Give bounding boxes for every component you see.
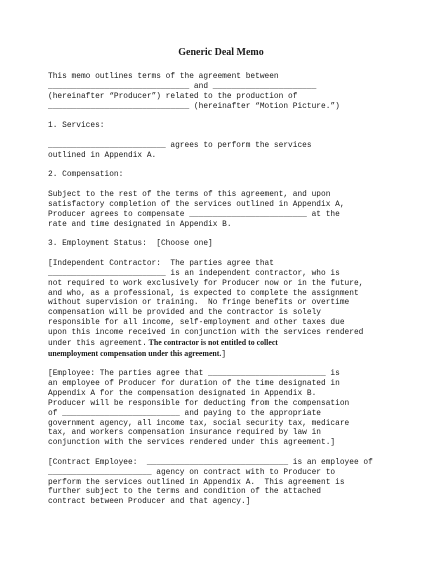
- body-line: and who, as a professional, is expected to complete the assignment: [48, 288, 359, 298]
- body-line: Producer agrees to compensate _________________________ at the: [48, 209, 340, 219]
- intro-line: ______________________________ and ______________________: [48, 81, 317, 91]
- body-line: of _________________________ and paying to the appropriate: [48, 408, 322, 418]
- body-line: perform the services outlined in Appendix A. This agreement is: [48, 477, 345, 487]
- body-line: compensation will be provided and the contractor is solely: [48, 308, 322, 318]
- body-line: further subject to the terms and condition of the attached: [48, 487, 322, 497]
- bold-notice: unemployment compensation under this agreement.: [48, 348, 222, 358]
- body-line: _________________________ is an independent contractor, who is: [48, 268, 340, 278]
- body-line: [48, 349, 420, 360]
- body-text: under this agreement.: [48, 338, 147, 348]
- body-line: government agency, all income tax, social security tax, medicare: [48, 418, 350, 428]
- body-line: tax, and workers compensation insurance required by law in: [48, 428, 322, 438]
- body-line: Subject to the rest of the terms of this agreement, and upon: [48, 190, 331, 200]
- intro-line: This memo outlines terms of the agreement between: [48, 72, 279, 81]
- body-line: _________________________ agrees to perform the services: [48, 140, 312, 150]
- section-heading: 1. Services:: [48, 121, 105, 131]
- independent-contractor-clause: [48, 259, 420, 359]
- body-line: satisfactory completion of the services outlined in Appendix A,: [48, 199, 345, 209]
- intro-line: ______________________________ (hereinafter “Motion Picture.”): [48, 101, 340, 111]
- body-line: [Employee: The parties agree that _________________________ is: [48, 369, 340, 379]
- body-line: conjunction with the services rendered under this agreement.]: [48, 438, 336, 448]
- bold-notice: The contractor is not entitled to collect: [146, 337, 278, 347]
- intro-line: (hereinafter “Producer”) related to the production of: [48, 91, 298, 101]
- bracket-close: ]: [221, 349, 227, 359]
- document-title: Generic Deal Memo: [178, 47, 264, 58]
- body-line: an employee of Producer for duration of the time designated in: [48, 379, 340, 389]
- section-heading: 2. Compensation:: [48, 170, 124, 180]
- body-line: not required to work exclusively for Producer now or in the future,: [48, 278, 364, 288]
- body-line: Producer will be responsible for deducting from the compensation: [48, 398, 350, 408]
- contract-employee-clause: [48, 458, 420, 507]
- body-line: upon this income received in conjunction with the services rendered: [48, 327, 364, 337]
- employee-clause: [48, 369, 420, 448]
- section-compensation: [48, 170, 420, 229]
- body-line: [48, 338, 420, 349]
- body-line: without supervision or training. No fringe benefits or overtime: [48, 298, 350, 308]
- body-line: [Contract Employee: ______________________________ is an employee of: [48, 457, 373, 467]
- body-line: rate and time designated in Appendix B.: [48, 219, 232, 229]
- section-services: [48, 121, 420, 160]
- body-line: outlined in Appendix A.: [48, 150, 157, 160]
- intro-paragraph: [48, 72, 420, 111]
- section-heading: 3. Employment Status: [Choose one]: [48, 239, 213, 249]
- body-line: ______________________ agency on contract with to Producer to: [48, 467, 336, 477]
- body-line: Appendix A for the compensation designated in Appendix B.: [48, 389, 317, 398]
- body-line: responsible for all income, self-employment and other taxes due: [48, 318, 345, 328]
- body-line: contract between Producer and that agency.]: [48, 497, 251, 507]
- body-line: [Independent Contractor: The parties agree that: [48, 259, 274, 269]
